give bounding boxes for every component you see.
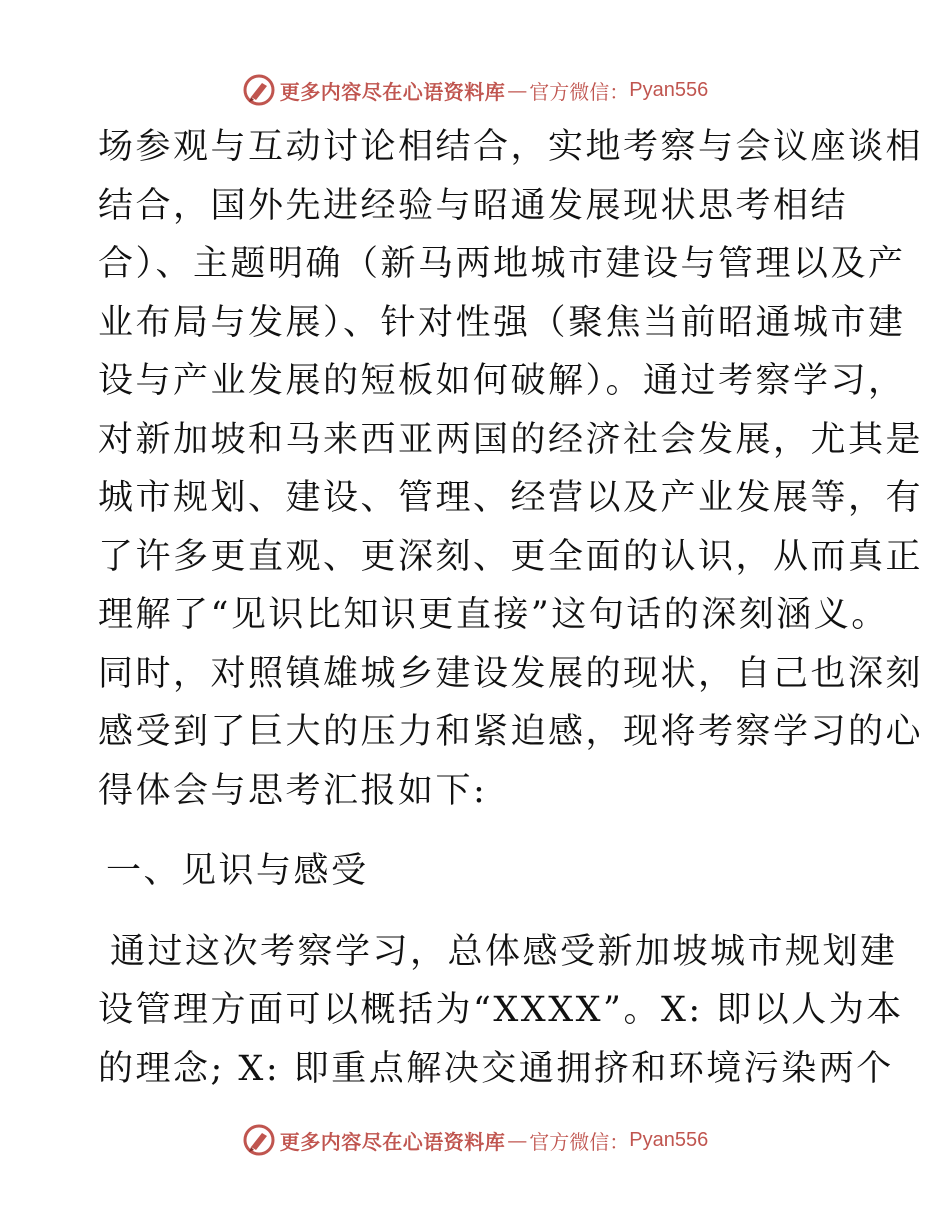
text-line: 城市规划、建设、管理、经营以及产业发展等，有 — [98, 478, 924, 518]
text-line: 设与产业发展的短板如何破解）。通过考察学习， — [98, 361, 906, 401]
text-line: 理解了“见识比知识更直接”这句话的深刻涵义。 — [98, 595, 889, 635]
text-line: 设管理方面可以概括为“XXXX”。X: 即以人为本 — [98, 990, 904, 1030]
text-line: 了许多更直观、更深刻、更全面的认识，从而真正 — [98, 536, 924, 577]
document-body — [98, 118, 924, 1098]
text-line: 对新加坡和马来西亚两国的经济社会发展，尤其是 — [98, 419, 924, 460]
paragraph-2 — [98, 923, 904, 1099]
footer-watermark — [0, 1120, 950, 1160]
header-watermark — [0, 70, 950, 110]
text-line: 合）、主题明确（新马两地城市建设与管理以及产 — [98, 244, 906, 284]
text-line: 通过这次考察学习，总体感受新加坡城市规划建 — [110, 931, 898, 972]
paragraph-1 — [98, 118, 924, 820]
watermark-site-text: 更多内容尽在心语资料库 — [279, 1129, 506, 1154]
text-line: 同时，对照镇雄城乡建设发展的现状，自己也深刻 — [98, 653, 924, 694]
text-line: 得体会与思考汇报如下: — [98, 770, 488, 811]
watermark-dash: — — [507, 78, 528, 102]
section-heading: 一、见识与感受 — [106, 851, 369, 891]
watermark-wechat-id: Pyan556 — [629, 1128, 709, 1151]
ink-pen-logo-icon — [242, 73, 276, 107]
text-line: 场参观与互动讨论相结合，实地考察与会议座谈相 — [98, 127, 924, 167]
ink-pen-logo-icon — [242, 1123, 276, 1157]
text-line: 感受到了巨大的压力和紧迫感，现将考察学习的心 — [98, 712, 924, 752]
watermark-site-text: 更多内容尽在心语资料库 — [279, 79, 506, 104]
text-line: 结合，国外先进经验与昭通发展现状思考相结 — [98, 185, 849, 226]
watermark-wechat-label: 官方微信： — [529, 79, 630, 104]
watermark-wechat-id: Pyan556 — [629, 78, 709, 101]
watermark-wechat-label: 官方微信： — [529, 1129, 630, 1154]
text-line: 的理念; X: 即重点解决交通拥挤和环境污染两个 — [98, 1048, 894, 1089]
watermark-dash: — — [507, 1128, 528, 1152]
text-line: 业布局与发展）、针对性强（聚焦当前昭通城市建 — [98, 302, 906, 343]
